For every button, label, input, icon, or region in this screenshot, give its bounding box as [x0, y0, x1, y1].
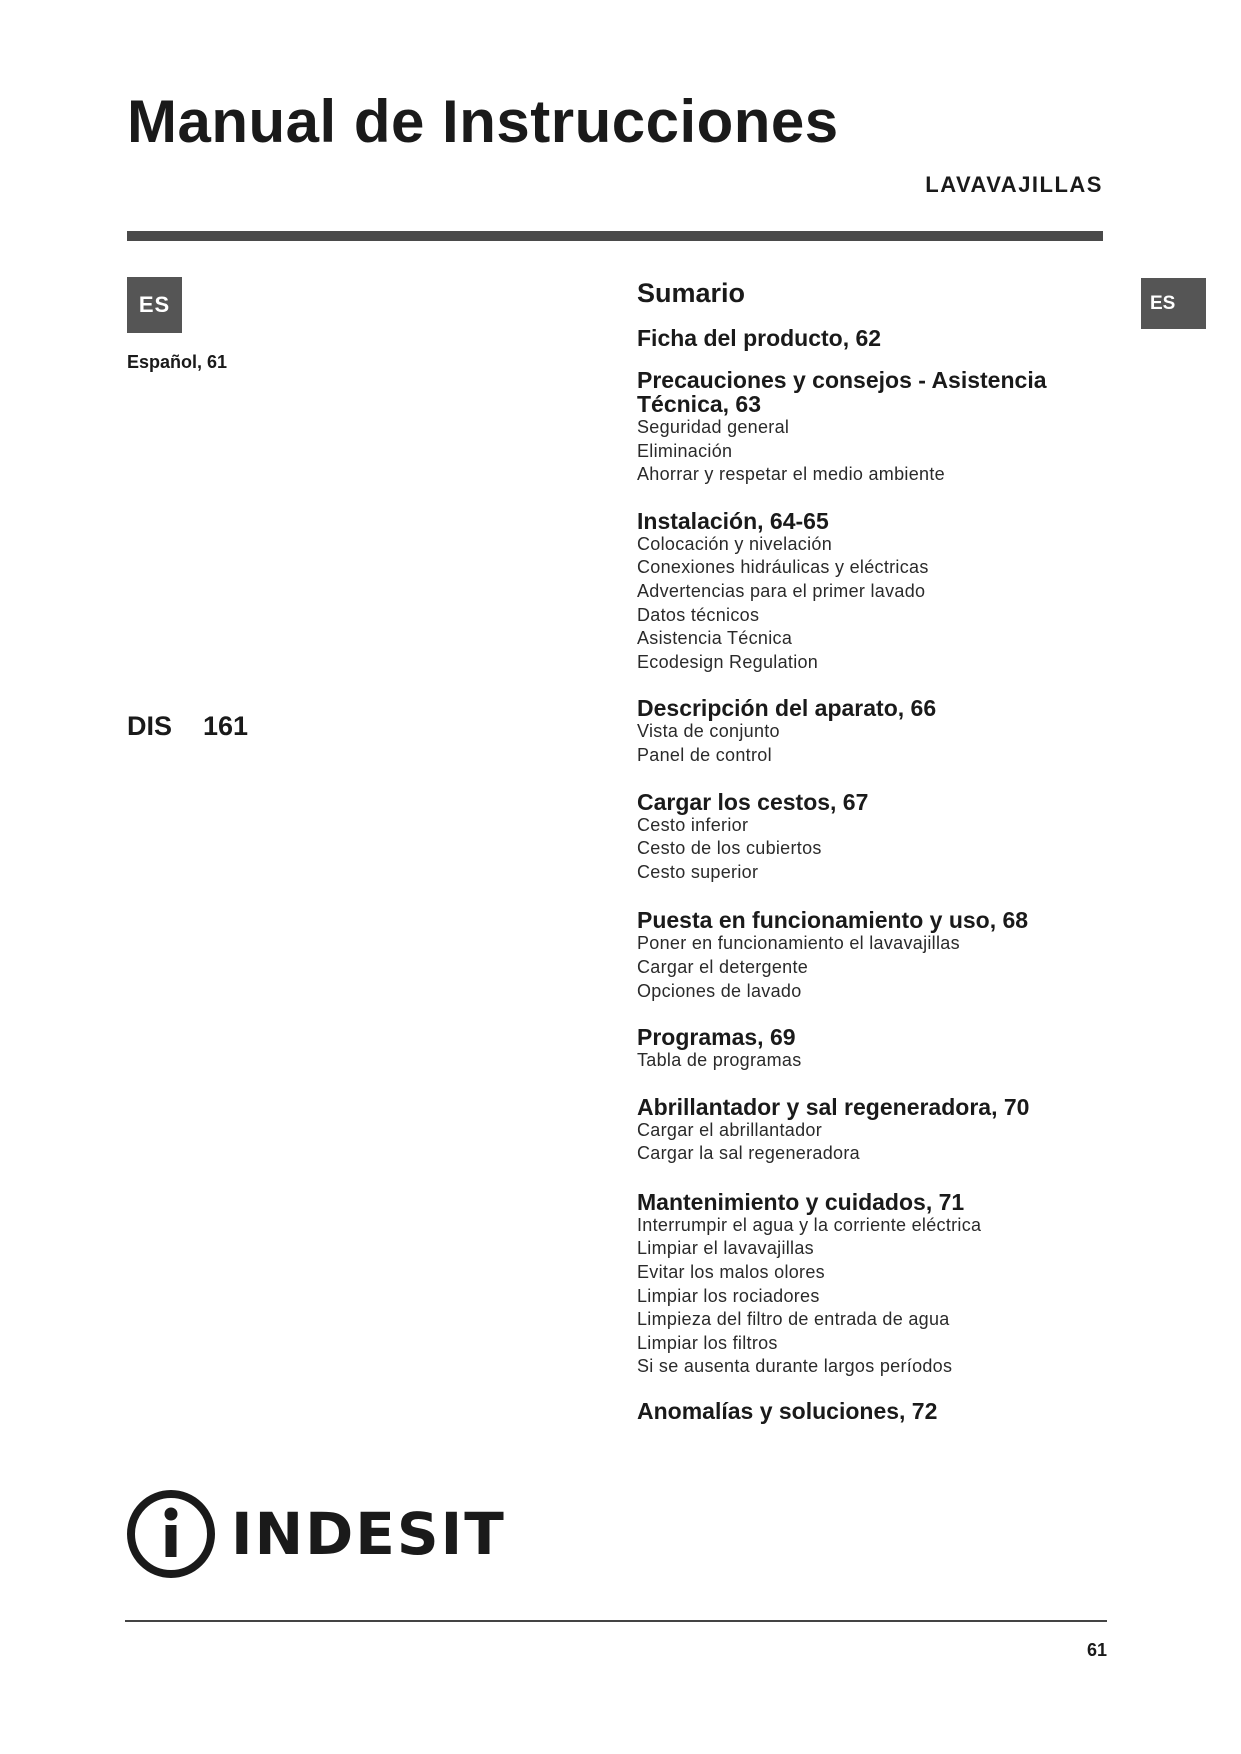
- toc-section: [637, 908, 1107, 1003]
- toc-subitem[interactable]: Asistencia Técnica: [637, 628, 793, 649]
- toc-section: [637, 1025, 1107, 1073]
- page-number: 61: [1086, 1640, 1107, 1660]
- toc-section: [637, 1095, 1107, 1166]
- toc-section: [637, 326, 1107, 350]
- page-title: Manual de Instrucciones: [127, 88, 839, 155]
- toc-section-title[interactable]: Precauciones y consejos - Asistencia Técnica, 63: [637, 367, 1047, 417]
- toc-subitem[interactable]: Poner en funcionamiento el lavavajillas: [637, 933, 960, 954]
- toc-subitem[interactable]: Limpieza del filtro de entrada de agua: [637, 1309, 950, 1330]
- language-page-reference: Español, 61: [127, 352, 228, 372]
- toc-section-title[interactable]: Mantenimiento y cuidados, 71: [637, 1188, 965, 1215]
- toc-subitem[interactable]: Interrumpir el agua y la corriente eléctrica: [637, 1214, 982, 1235]
- info-circle-icon: [125, 1488, 217, 1580]
- toc-section-title[interactable]: Programas, 69: [637, 1024, 796, 1051]
- toc-subitem[interactable]: Vista de conjunto: [637, 721, 780, 742]
- toc-heading: Sumario: [637, 278, 746, 308]
- toc-section-title[interactable]: Descripción del aparato, 66: [637, 695, 937, 722]
- toc-subitem[interactable]: Seguridad general: [637, 417, 790, 437]
- toc-subitem[interactable]: Eliminación: [637, 440, 733, 461]
- toc-section-title[interactable]: Puesta en funcionamiento y uso, 68: [637, 907, 1029, 934]
- toc-subitem[interactable]: Cesto superior: [637, 861, 759, 882]
- toc-subitem[interactable]: Opciones de lavado: [637, 980, 802, 1001]
- brand-logo: [125, 1488, 506, 1580]
- toc-section-title[interactable]: Instalación, 64-65: [637, 507, 829, 534]
- toc-subitem[interactable]: Evitar los malos olores: [637, 1262, 825, 1283]
- toc-section-title[interactable]: Abrillantador y sal regeneradora, 70: [637, 1093, 1030, 1120]
- toc-subitem[interactable]: Si se ausenta durante largos períodos: [637, 1356, 953, 1377]
- language-tab[interactable]: ES: [1141, 278, 1206, 329]
- brand-name: INDESIT: [231, 1500, 506, 1568]
- toc-section-title[interactable]: Cargar los cestos, 67: [637, 788, 869, 815]
- language-badge: ES: [127, 277, 182, 333]
- toc-section: [637, 1190, 1107, 1379]
- toc-section: [637, 696, 1107, 767]
- toc-subitem[interactable]: Tabla de programas: [637, 1050, 802, 1071]
- model-number: DIS 161: [127, 711, 249, 741]
- toc-subitem[interactable]: Datos técnicos: [637, 604, 760, 625]
- product-category: LAVAVAJILLAS: [925, 172, 1103, 197]
- toc-subitem[interactable]: Limpiar el lavavajillas: [637, 1238, 814, 1259]
- toc-subitem[interactable]: Panel de control: [637, 744, 772, 765]
- toc-section-title[interactable]: Ficha del producto, 62: [637, 325, 882, 351]
- toc-subitem[interactable]: Cesto inferior: [637, 814, 749, 835]
- toc-section: [637, 1399, 1107, 1423]
- table-of-contents: [637, 278, 1107, 1443]
- toc-section: [637, 509, 1107, 675]
- toc-sections: [637, 326, 1107, 1423]
- toc-subitem[interactable]: Cargar el abrillantador: [637, 1119, 822, 1140]
- toc-subitem[interactable]: Ahorrar y respetar el medio ambiente: [637, 464, 945, 485]
- toc-section-title[interactable]: Anomalías y soluciones, 72: [637, 1398, 938, 1425]
- toc-subitem[interactable]: Colocación y nivelación: [637, 533, 833, 554]
- toc-subitem[interactable]: Limpiar los rociadores: [637, 1285, 820, 1306]
- toc-subitem[interactable]: Limpiar los filtros: [637, 1332, 778, 1353]
- toc-section: [637, 368, 1107, 487]
- toc-section: [637, 790, 1107, 885]
- toc-subitem[interactable]: Advertencias para el primer lavado: [637, 580, 926, 601]
- toc-subitem[interactable]: Cargar el detergente: [637, 956, 809, 977]
- footer-divider: [125, 1620, 1107, 1622]
- toc-subitem[interactable]: Cesto de los cubiertos: [637, 838, 822, 859]
- header-divider: [127, 231, 1103, 241]
- toc-subitem[interactable]: Ecodesign Regulation: [637, 651, 819, 672]
- toc-subitem[interactable]: Cargar la sal regeneradora: [637, 1143, 860, 1164]
- toc-subitem[interactable]: Conexiones hidráulicas y eléctricas: [637, 557, 929, 578]
